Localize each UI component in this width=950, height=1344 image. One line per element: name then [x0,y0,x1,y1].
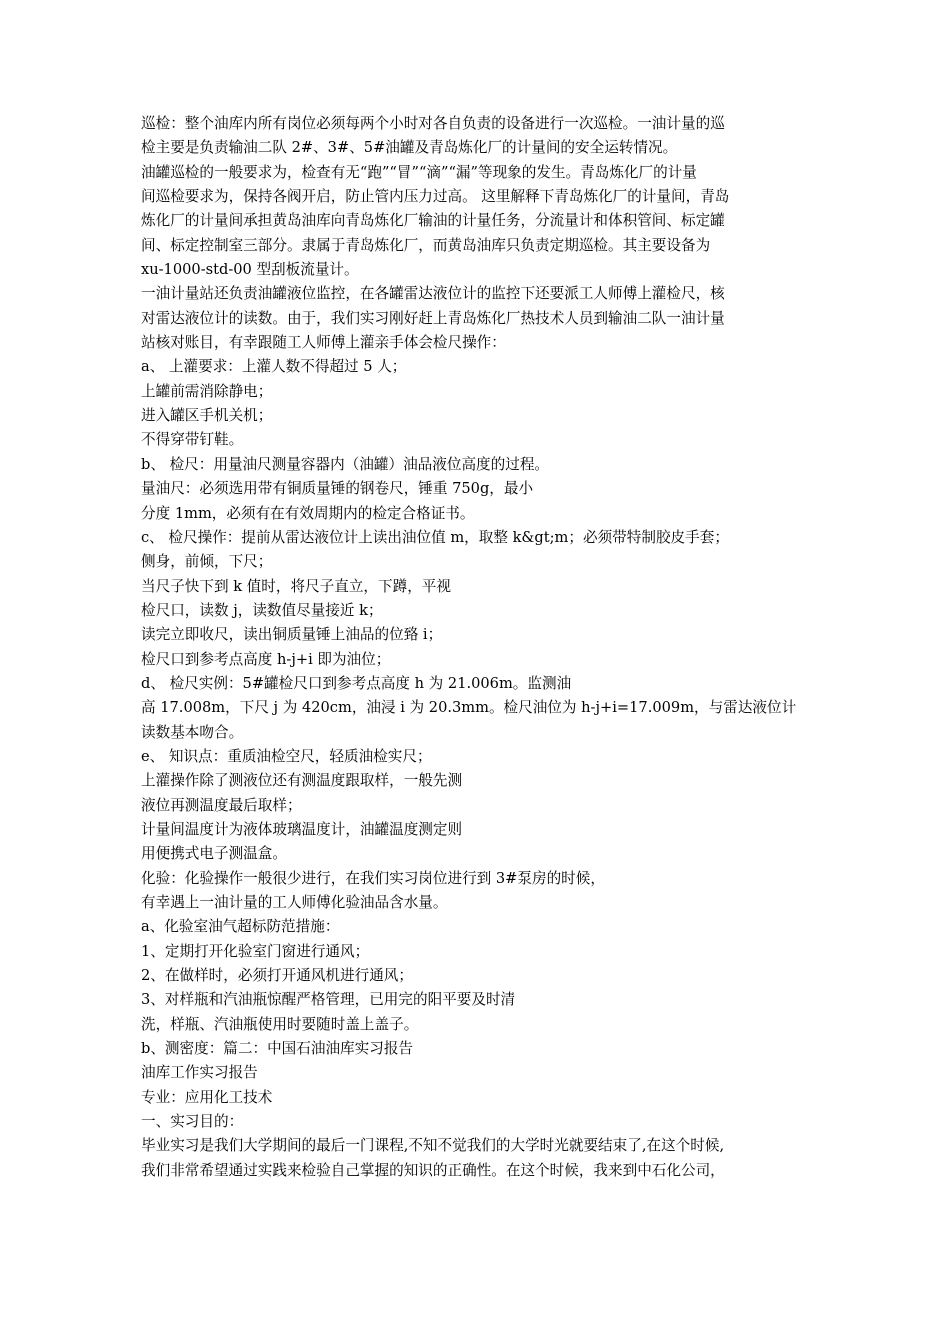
text-line: 炼化厂的计量间承担黄岛油库向青岛炼化厂输油的计量任务，分流量计和体积管间、标定罐 [141,212,725,230]
text-line: 一油计量站还负责油罐液位监控，在各罐雷达液位计的监控下还要派工人师傅上灌检尺，核 [141,285,725,303]
text-line: 对雷达液位计的读数。由于，我们实习刚好赶上青岛炼化厂热技术人员到输油二队一油计量 [141,309,725,327]
text-line: 油库工作实习报告 [141,1064,258,1082]
text-line: 当尺子快下到 k 值时，将尺子直立，下蹲，平视 [141,577,451,595]
text-line: 1、定期打开化验室门窗进行通风； [141,942,370,960]
text-line: 有幸遇上一油计量的工人师傅化验油品含水量。 [141,894,448,911]
text-line: 检尺口，读数 j，读数值尽量接近 k； [141,601,383,619]
text-line: 间、标定控制室三部分。隶属于青岛炼化厂，而黄岛油库只负责定期巡检。其主要设备为 [141,236,711,254]
text-line: 3、对样瓶和汽油瓶惊醒严格管理，已用完的阳平要及时清 [141,991,516,1009]
text-line: 间巡检要求为，保持各阀开启，防止管内压力过高。 这里解释下青岛炼化厂的计量间，青岛 [141,188,730,206]
text-line: 分度 1mm，必须有在有效周期内的检定合格证书。 [141,504,475,522]
text-line: 进入罐区手机关机； [141,407,273,425]
text-line: 2、在做样时，必须打开通风机进行通风； [141,967,413,985]
text-line: 读数基本吻合。 [141,723,244,741]
text-line: 检尺口到参考点高度 h-j+i 即为油位； [141,650,391,668]
text-line: 巡检：整个油库内所有岗位必须每两个小时对各自负责的设备进行一次巡检。一油计量的巡 [141,115,725,132]
text-line: 计量间温度计为液体玻璃温度计，油罐温度测定则 [141,820,463,838]
text-line: 站核对账目，有幸跟随工人师傅上灌亲手体会检尺操作： [141,334,506,352]
text-line: 毕业实习是我们大学期间的最后一门课程,不知不觉我们的大学时光就要结束了,在这个时候, [141,1137,725,1155]
text-line: 洗，样瓶、汽油瓶使用时要随时盖上盖子。 [141,1015,419,1033]
text-line: 侧身，前倾，下尺； [141,553,273,571]
text-line: 不得穿带钉鞋。 [141,431,244,449]
text-line: 读完立即收尺，读出铜质量锤上油品的位臵 i； [141,626,443,644]
text-line: a、 上灌要求：上灌人数不得超过 5 人； [141,358,407,376]
text-line: c、 检尺操作：提前从雷达液位计上读出油位值 m，取整 k&gt;m；必须带特制胶皮手套； [141,528,729,546]
text-line: 上灌操作除了测液位还有测温度跟取样，一般先测 [141,772,463,790]
text-line: b、测密度：篇二：中国石油油库实习报告 [141,1040,414,1058]
text-line: 一、实习目的： [141,1113,244,1131]
text-line: 专业：应用化工技术 [141,1088,273,1106]
text-line: b、 检尺：用量油尺测量容器内（油罐）油品液位高度的过程。 [141,455,550,473]
text-line: 用便携式电子测温盒。 [141,845,287,863]
text-line: 我们非常希望通过实践来检验自己掌握的知识的正确性。在这个时候，我来到中石化公司， [141,1161,725,1179]
text-line: 化验：化验操作一般很少进行，在我们实习岗位进行到 3#泵房的时候， [141,869,605,887]
document-page [141,112,813,1183]
text-line: 上罐前需消除静电； [141,382,273,400]
text-line: 量油尺：必须选用带有铜质量锤的钢卷尺，锤重 750g，最小 [141,480,534,498]
text-line: e、 知识点：重质油检空尺，轻质油检实尺； [141,747,432,765]
text-line: d、 检尺实例：5#罐检尺口到参考点高度 h 为 21.006m。监测油 [141,674,572,692]
text-line: xu-1000-std-00 型刮板流量计。 [141,261,359,279]
text-line: 油罐巡检的一般要求为，检查有无“跑”“冒”“滴”“漏”等现象的发生。青岛炼化厂的计量 [141,163,697,181]
text-line: a、化验室油气超标防范措施： [141,918,340,936]
text-line: 高 17.008m，下尺 j 为 420cm，油浸 i 为 20.3mm。检尺油位为 h-j+i=17.009m，与雷达液位计 [141,699,797,717]
text-line: 液位再测温度最后取样； [141,796,302,814]
text-line: 检主要是负责输油二队 2#、3#、5#油罐及青岛炼化厂的计量间的安全运转情况。 [141,139,678,157]
